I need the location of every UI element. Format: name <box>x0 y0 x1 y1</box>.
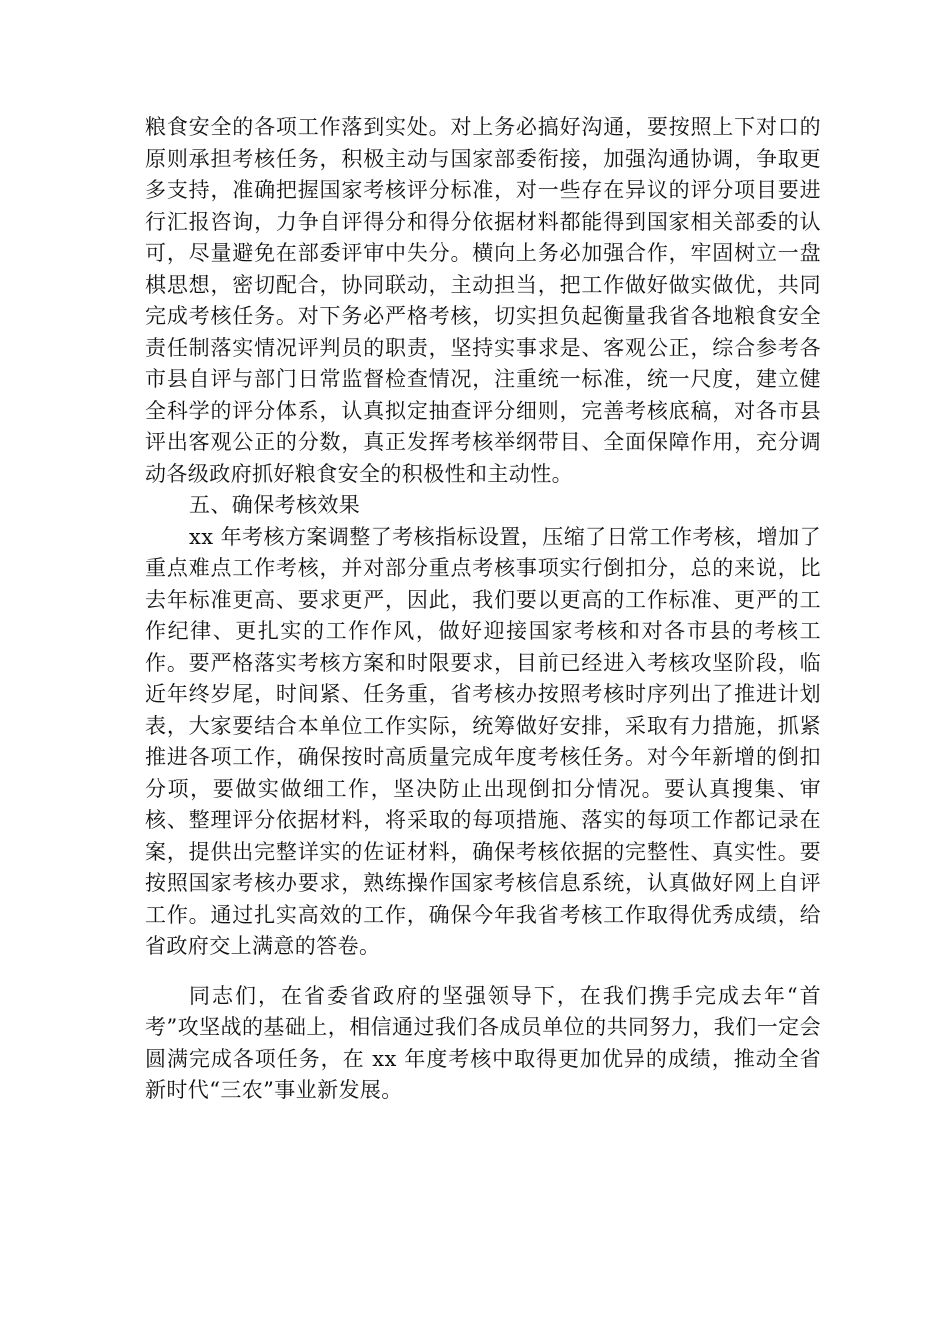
document-page <box>145 112 821 1107</box>
body-paragraph-1: 粮食安全的各项工作落到实处。对上务必搞好沟通，要按照上下对口的原则承担考核任务，积极主动与国家部委衔接，加强沟通协调，争取更多支持，准确把握国家考核评分标准，对一些存在异议的评分项目要进行汇报咨询，力争自评得分和得分依据材料都能得到国家相关部委的认可，尽量避免在部委评审中失分。横向上务必加强合作，牢固树立一盘棋思想，密切配合，协同联动，主动担当，把工作做好做实做优，共同完成考核任务。对下务必严格考核，切实担负起衡量我省各地粮食安全责任制落实情况评判员的职责，坚持实事求是、客观公正，综合参考各市县自评与部门日常监督检查情况，注重统一标准，统一尺度，建立健全科学的评分体系，认真拟定抽查评分细则，完善考核底稿，对各市县评出客观公正的分数，真正发挥考核举纲带目、全面保障作用，充分调动各级政府抓好粮食安全的积极性和主动性。 <box>145 115 821 486</box>
section-heading-5: 五、确保考核效果 <box>189 493 361 517</box>
closing-paragraph: 同志们，在省委省政府的坚强领导下，在我们携手完成去年“首考”攻坚战的基础上，相信通过我们各成员单位的共同努力，我们一定会圆满完成各项任务，在 xx 年度考核中取得更加优异的成绩，推动全省新时代“三农”事业新发展。 <box>145 983 821 1102</box>
body-paragraph-2: xx 年考核方案调整了考核指标设置，压缩了日常工作考核，增加了重点难点工作考核，并对部分重点考核事项实行倒扣分，总的来说，比去年标准更高、要求更严，因此，我们要以更高的工作标准、更严的工作纪律、更扎实的工作作风，做好迎接国家考核和对各市县的考核工作。要严格落实考核方案和时限要求，目前已经进入考核攻坚阶段，临近年终岁尾，时间紧、任务重，省考核办按照考核时序列出了推进计划表，大家要结合本单位工作实际，统筹做好安排，采取有力措施，抓紧推进各项工作，确保按时高质量完成年度考核任务。对今年新增的倒扣分项，要做实做细工作，坚决防止出现倒扣分情况。要认真搜集、审核、整理评分依据材料，将采取的每项措施、落实的每项工作都记录在案，提供出完整详实的佐证材料，确保考核依据的完整性、真实性。要按照国家考核办要求，熟练操作国家考核信息系统，认真做好网上自评工作。通过扎实高效的工作，确保今年我省考核工作取得优秀成绩，给省政府交上满意的答卷。 <box>145 524 821 958</box>
